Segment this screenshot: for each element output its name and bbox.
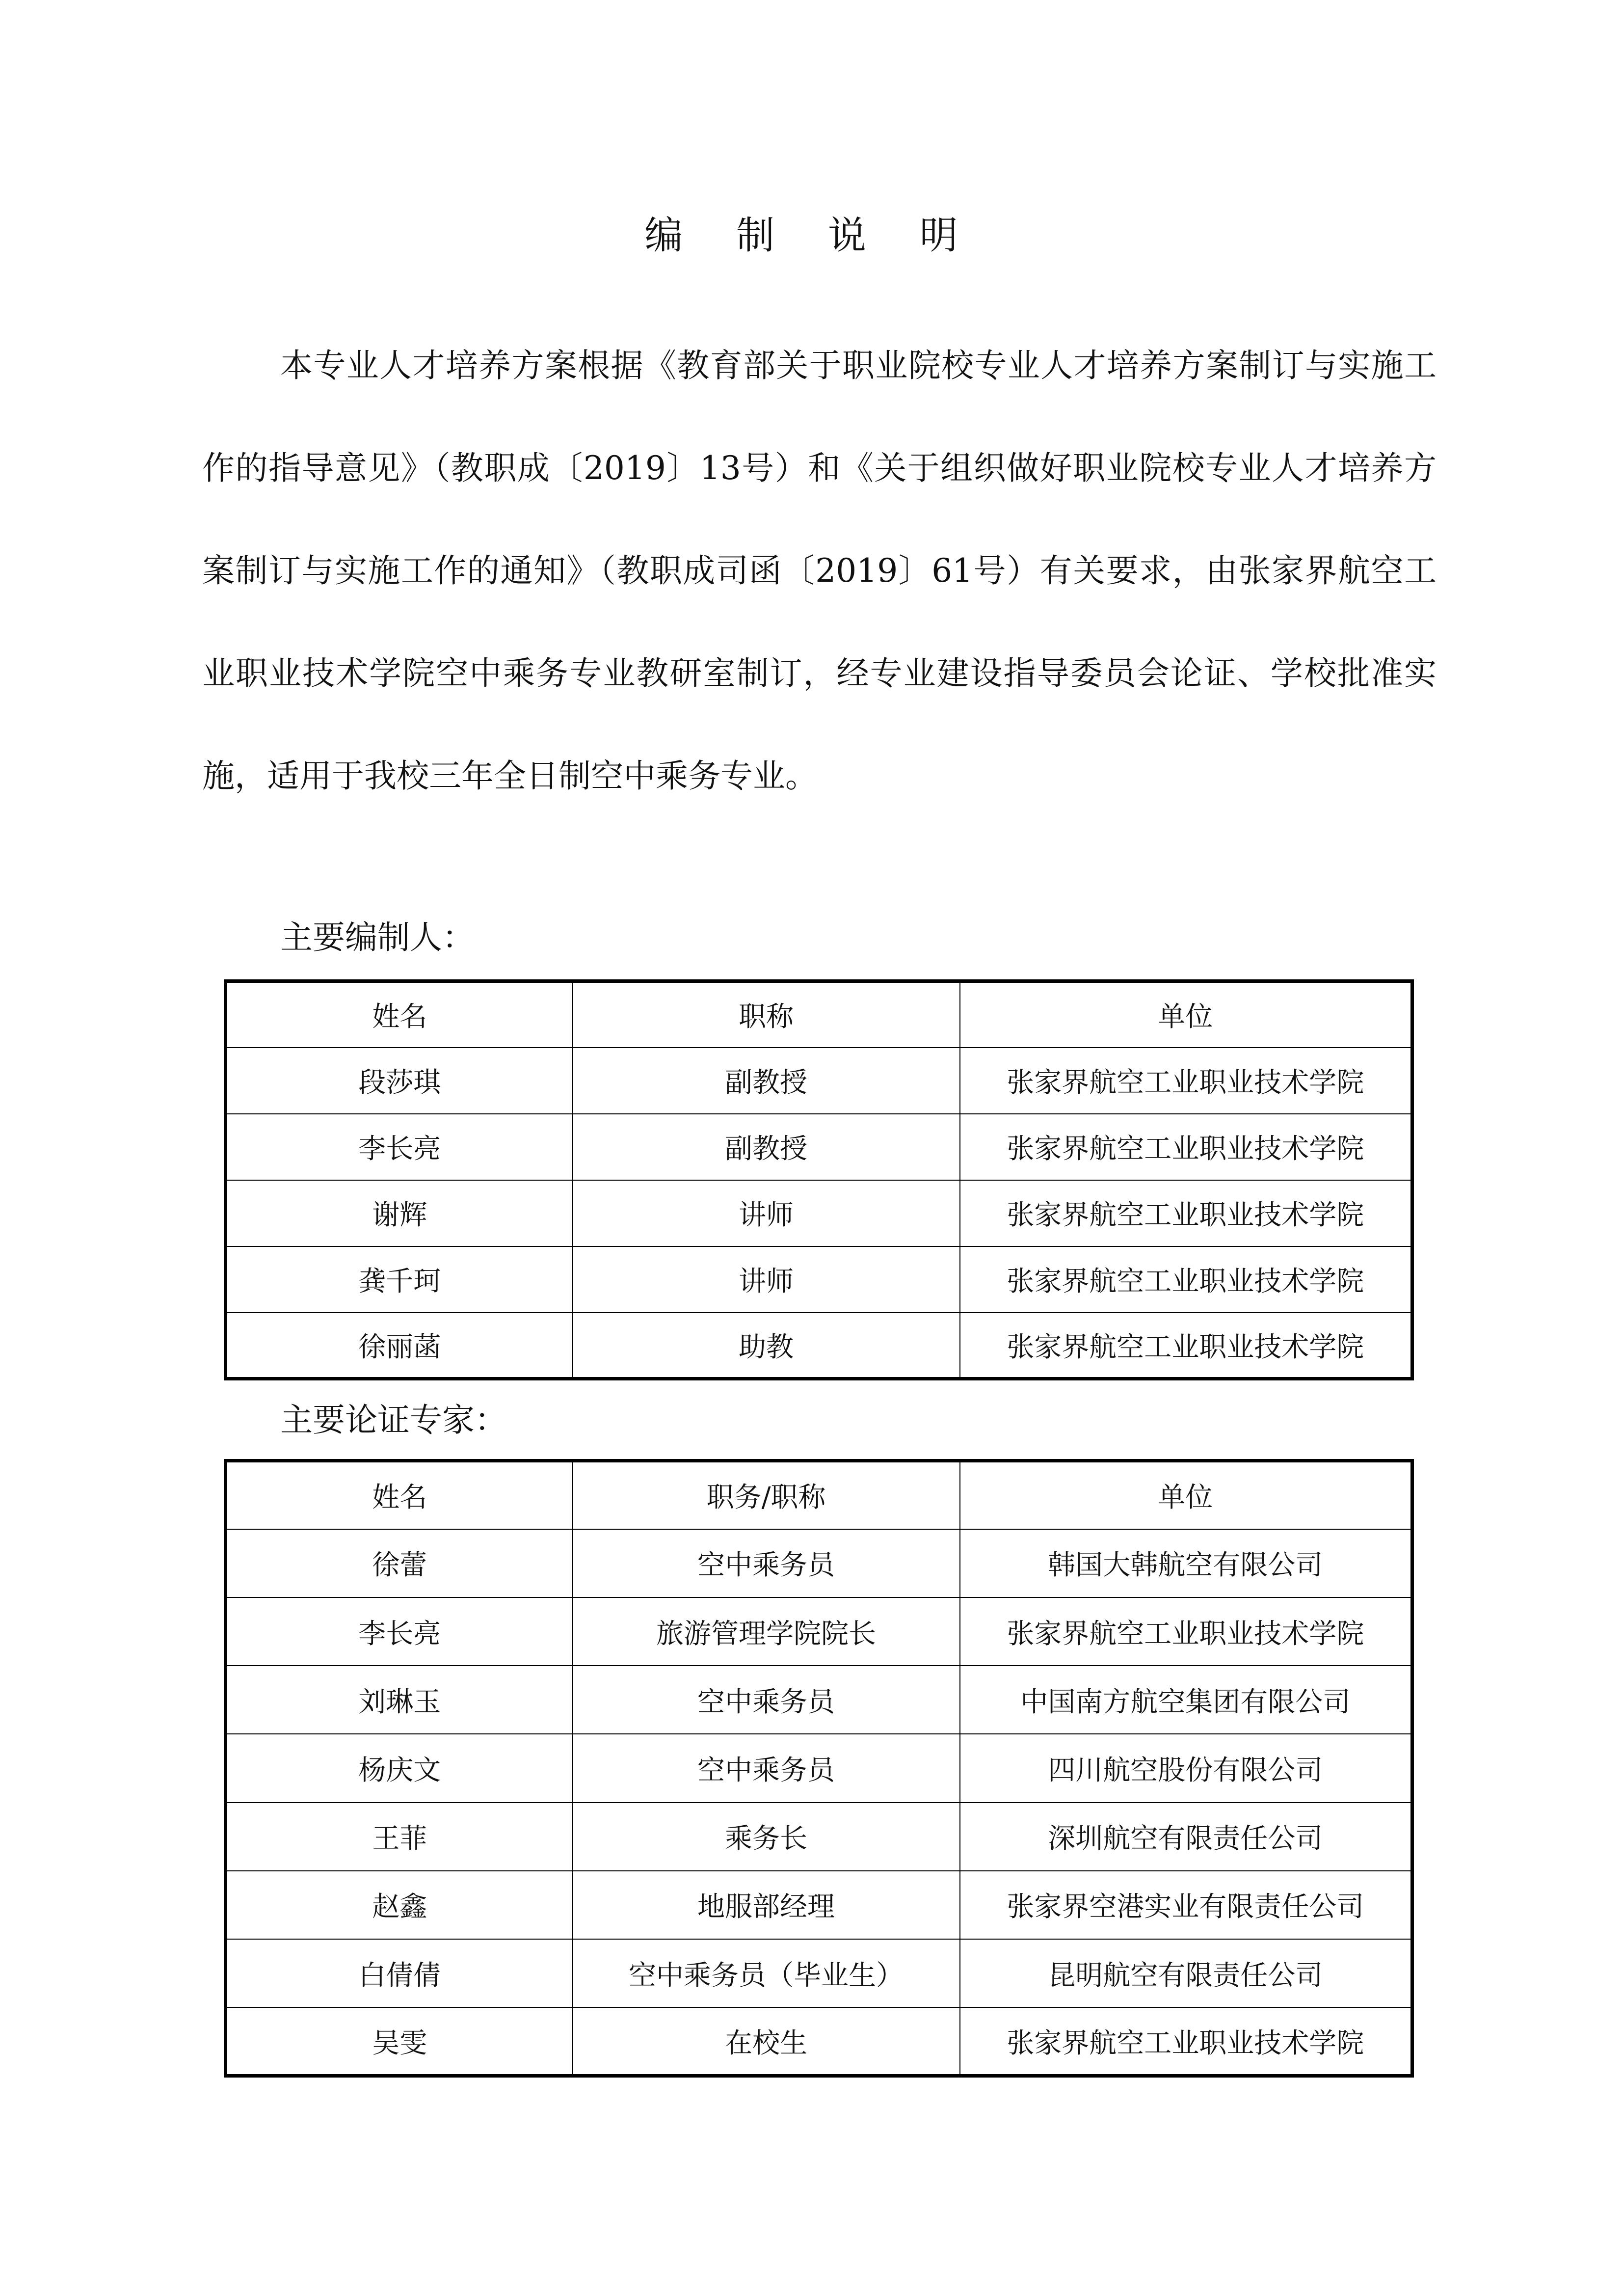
cell-name: 吴雯 [226, 2007, 573, 2076]
table-header-row [226, 1461, 1412, 1529]
cell-title: 讲师 [573, 1246, 960, 1313]
cell-title: 乘务长 [573, 1803, 960, 1871]
table-row [226, 1939, 1412, 2007]
authors-table [224, 979, 1414, 1380]
table-row [226, 2007, 1412, 2076]
cell-unit: 昆明航空有限责任公司 [960, 1939, 1412, 2007]
cell-title: 旅游管理学院院长 [573, 1597, 960, 1666]
page-title: 编 制 说 明 [644, 214, 979, 258]
table-row [226, 1180, 1412, 1246]
cell-name: 白倩倩 [226, 1939, 573, 2007]
cell-name: 徐丽菡 [226, 1313, 573, 1379]
header-title: 职称 [573, 981, 960, 1048]
cell-name: 杨庆文 [226, 1734, 573, 1802]
cell-unit: 张家界航空工业职业技术学院 [960, 1313, 1412, 1379]
cell-unit: 四川航空股份有限公司 [960, 1734, 1412, 1802]
cell-unit: 张家界航空工业职业技术学院 [960, 2007, 1412, 2076]
table-row [226, 1597, 1412, 1666]
intro-paragraph: 本专业人才培养方案根据《教育部关于职业院校专业人才培养方案制订与实施工作的指导意见》（教职成〔2019〕13号）和《关于组织做好职业院校专业人才培养方案制订与实施工作的通知》（教职成司函〔2019〕61号）有关要求，由张家界航空工业职业技术学院空中乘务专业教研室制订，经专业建设指导委员会论证、学校批准实施，适用于我校三年全日制空中乘务专业。 [202, 347, 1437, 795]
table-row [226, 1313, 1412, 1379]
header-unit: 单位 [960, 1461, 1412, 1529]
cell-name: 王菲 [226, 1803, 573, 1871]
cell-unit: 中国南方航空集团有限公司 [960, 1666, 1412, 1734]
table-row [226, 1803, 1412, 1871]
cell-name: 徐蕾 [226, 1529, 573, 1597]
table-row [226, 1529, 1412, 1597]
cell-name: 李长亮 [226, 1597, 573, 1666]
cell-title: 空中乘务员 [573, 1734, 960, 1802]
table-row [226, 1114, 1412, 1180]
cell-unit: 张家界航空工业职业技术学院 [960, 1048, 1412, 1114]
cell-name: 李长亮 [226, 1114, 573, 1180]
cell-title: 讲师 [573, 1180, 960, 1246]
cell-unit: 张家界航空工业职业技术学院 [960, 1114, 1412, 1180]
cell-name: 谢辉 [226, 1180, 573, 1246]
experts-section-label: 主要论证专家： [280, 1401, 507, 1439]
authors-section-label: 主要编制人： [280, 918, 475, 956]
header-name: 姓名 [226, 981, 573, 1048]
cell-title: 空中乘务员（毕业生） [573, 1939, 960, 2007]
cell-title: 助教 [573, 1313, 960, 1379]
cell-unit: 张家界航空工业职业技术学院 [960, 1180, 1412, 1246]
cell-unit: 张家界空港实业有限责任公司 [960, 1871, 1412, 1939]
experts-table [224, 1459, 1414, 2078]
header-name: 姓名 [226, 1461, 573, 1529]
cell-name: 段莎琪 [226, 1048, 573, 1114]
cell-title: 副教授 [573, 1114, 960, 1180]
table-row [226, 1246, 1412, 1313]
cell-name: 刘琳玉 [226, 1666, 573, 1734]
table-header-row [226, 981, 1412, 1048]
table-row [226, 1734, 1412, 1802]
cell-unit: 张家界航空工业职业技术学院 [960, 1246, 1412, 1313]
header-title: 职务/职称 [573, 1461, 960, 1529]
cell-name: 龚千珂 [226, 1246, 573, 1313]
cell-name: 赵鑫 [226, 1871, 573, 1939]
cell-title: 空中乘务员 [573, 1666, 960, 1734]
table-row [226, 1666, 1412, 1734]
header-unit: 单位 [960, 981, 1412, 1048]
cell-unit: 张家界航空工业职业技术学院 [960, 1597, 1412, 1666]
cell-title: 在校生 [573, 2007, 960, 2076]
cell-unit: 韩国大韩航空有限公司 [960, 1529, 1412, 1597]
cell-title: 地服部经理 [573, 1871, 960, 1939]
table-row [226, 1871, 1412, 1939]
cell-title: 副教授 [573, 1048, 960, 1114]
cell-title: 空中乘务员 [573, 1529, 960, 1597]
table-row [226, 1048, 1412, 1114]
cell-unit: 深圳航空有限责任公司 [960, 1803, 1412, 1871]
